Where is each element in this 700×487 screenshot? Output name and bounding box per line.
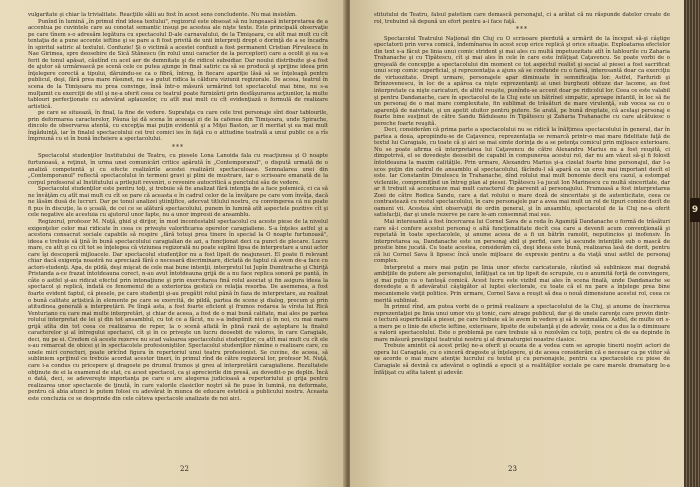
left-page-text: [28, 12, 328, 402]
paragraph: stitutului de Teatru, falsul patetism care demască personajul, ci a arătat că nu răspunde datelor create de rol, trebuind să depună un efort pentru a-i face faţă.: [374, 12, 670, 25]
paragraph: Deci, considerăm că prima parte a spectacolului nu se ridică la înălţimea spectacolului în general, dar în partea a doua, apropiindu-se de Caţavencu, reprezentaţia se remarcă printr-o mai mare fidelitate faţă de textul lui Caragiale, cu toate că şi aici se mai simte dorinţa de a se potenţa comicul prin mijloace exterioare. Nu se poate afirma că interpretarea lui Caţavencu de către Alexandru Marius nu a fost reuşită, ci dimpotrivă, el se dovedeşte deosebit de capabil în compunerea acestui rol, dar nu am văzut să-şi fi folosit întotdeauna la maxim calităţile. Prin urmare, Alexandru Marius şi-a cizelat foarte bine personajul, dar l-a scos puţin din cadrul de ansamblu al spectacolului, făcîndu-l să apară ca un erou mai important decît el este. Iar Constantin Dinulescu în Trahanache, dînd rolului mai mult bonomie decît era cazul, a estompat vicleniile, compromiţînd un întreg plan al piesei. Tipătescu l-a jucat Ion Marinescu cu multă sinceritate, dar ar fi trebuit să accentueze mai mult caracterul de parvenit al personajului. Frumoasă a fost interpretarea Zoei de către Rodica Sandu, care a dat rolului o mare doză de sinceritate şi de autenticitate, ceea ce contrastează cu restul spectacolului, în care personajele par a avea mai mult un rol de tipuri comice decît de oameni vii. Acestea sînt observaţii de ordin general, şi în ansamblu, spectacolul de la Cluj ne-a oferit satisfacţii, dar şi unele rezerve pe care le-am consemnat mai sus.: [374, 127, 670, 219]
paragraph: Regizorul, profesor M. Nuţă, ghid şi dirijor, în mod incontestabil spectacolul cu aceste piese de la nivelul exigenţelor celor mai ridicate în ceea ce priveşte valorificarea operelor caragialiene. S-a înţeles astfel şi a acestora consacrat sociale capabile să respire „fără totuşi prea tinere în special la O noapte furtunoasă", ideea e trebuie să ţină în bună spectacolului caragialian de azi, a funcţionat deci ca punct de plecare. Lucru mare, cu atît şi cu cît tot se înţelegea că viziunea regizorală nu poate suplini lipsa de interpretare a unui actor care îşi descoperă mijloacele. Dar spectacolul studenţilor nu a fost lipsit de neajunsuri. El poate fi relevant chiar dacă exigenţa noastră nu apreciază fără o necesară discriminare, dictată de faptul că avem de-a face cu actori-studenţi. Apa, de pildă, deşi mişcat de cele mai bune intenţii, interpretul lui Jupîn Dumitrache şi Chiriţă Pristanda a-ce frazat întotdeauna corect, n-au avut întotdeauna grijă de a nu face replica sonoră pe pantă, în câte o astfel şi-au ridicat efectul prin intonaţiune şi prin exercitarea fină rolul asociat şi fin asigura ideea la spectacol şi replică, îndată ce fenomenul de a exterioriza gestică ce relaţia resorba. De asemenea, a fost foarte evident faptul, că piesele, pe care studenţii şi-au pregătit rolul până în faza de interpretare, au realizat o bună calitate artistică în elemente pe care se exercită, de pildă, partea de scene şi dialog, precum şi prin atitudinea generală a interpretării. Pe lîngă asta, a fost foarte eficient şi frumos redarea la vîrsta lui Rică Venturiano cu care mai multe interpretări, şi chiar de aceea, a fost de o mai bună calitate, mai ales pe partea rolului interpretat de lei şi din tot ansamblul, cu tot ce a făcut, nu s-a îndeplinit nici şi în noi, cu mai mare grijă atîta din tot ceea ce realizarea de reper, la o scenă aflată în plină rază de aşteptare la finalul caracterelor şi al întregului spectacol, cît şi în ce priveşte un lucru deosebit de valoros, în care Caragiale, deci, nu pe ei. Credem că aceste rezerve nu scad valoarea spectacolului studenţilor, cu atît mai mult cu cît ele s-au remarcat de obicei şi în spectacolele profesioniştilor. Spectacolul studenţilor rămîne o realizare care, cu unele mici corecturi, poate oricînd figura în repertoriul unui teatru profesionist. Se cuvine, de aceea, să subliniem sprijinul ce trebuie acordat acestor tineri, în primul rînd de către regizorul lor, profesor M. Nuţă, care i-a condus cu pricepere şi dragoste pe drumul frumos şi greu al interpretării caragialiene. Rezultatele obţinute de ei la examenul de stat, cu acest spectacol, ca şi aprecierile din presă, au dovedit-o pe deplin. Încă o dată, deci, se adevereşte importanţa pe care o are alegerea judicioasă a repertoriului şi grija pentru realizarea unor spectacole de ţinută, în care valorile clasicilor noştri să fie puse în lumină, nu deformate, pentru că abia atunci le putem folosi cu adevărat în munca de educare estetică a publicului nostru. Aceasta este concluzia ce se desprinde din cele câteva spectacole analizate de noi aici.: [28, 218, 328, 402]
paragraph: Trebuie amintit că acest prilej ne-a oferit şi ocazia de a vedea cum se apropie tinerii noştri actori de opera lui Caragiale, cu o sinceră dragoste şi înţelegere, şi de aceea considerăm că e necesar ca pe viitor să se acorde o mai mare atenţie lucrului cu textul şi cu personajele, pentru ca spectacolele cu piese de Caragiale să devină cu adevărat o oglindă a epocii şi a realităţilor sociale pe care marele dramaturg le-a înfăţişat cu atîta talent şi adevăr.: [374, 343, 670, 376]
left-page: [0, 0, 347, 487]
page-number: 23: [508, 465, 517, 473]
paragraph: Spectacolul studenţilor Institutului de Teatru, cu piesele Lona Lanoida fala cu reacţiunea şi O noapte furtunoasă, a reţinut, în urma unei comunicări critice apărută în „Contemporanul", o dispută urmată de o analiză competentă şi cu efecte realizările acestei realizării spectaculoase. Semnalarea unei din „Contemporanul" reflectă spectacolului în termeni gravi şi plini de mustrare, iar o scrisoare emanată de la corpul profesoral al Institutului a prilejuit reveniri, o revenire autocritică a punctului său de vedere.: [28, 153, 328, 186]
paragraph: Spectacolul Teatrului Naţional din Cluj cu O scrisoare pierdută a urmărit de la început să-şi câştige spectatorii prin verva comică, îndemînarea în acest scop erice replică şi orice situaţie. Exploatarea efectelor din text s-a făcut pe linia unui comic strident şi mai ales cu multă impetuozitate atît în tablourile cu Zaharia Trahanache şi cu Tipătescu, cît şi mai ales în cele în care este înfăţişat Caţavencu. Se poate vorbi de o greşeală de concepţie a spectacolului din moment ce tot aspectul realist şi social al piesei a fost sacrificat unui scop comic superficial, şi reprezentaţia a ajuns să se confunde cu o farsă, interesantă doar ca exerciţiu de virtuozitate. Drept urmare, personajele apar diminuate în semnificaţia lor. Astfel, Farfuridi şi Brînzovenescu, în loc de a apărea ca nişte reprezentanţi ai unei burghezii obtuze dar lacome, au fost interpretate ca nişte caricaturi, de altfel reuşite, punîndu-se accent doar pe ridicolul lor. Ceea ce este valabil şi pentru Dandanache, care în spectacolul de la Cluj este un bătrînel simpatic, aproape infantil, în loc să fie un personaj de o mai mare complexitate, fin sublimat de trăsături de mare virulenţă, sub vocea sa cu o aparenţă de naivitate, şi un apetit uluitor pentru putere. Se arată, pe bună dreptate, că acelaşi personaj e foarte bine susţinut de către Sandu Băduleanu în Tipătescu şi Zaharia Trahanache cu care alcătuiesc o pereche foarte reuşită.: [374, 35, 670, 127]
paragraph: În primul rînd, am putea vorbi de o primă realizare a spectacolului de la Cluj, şi anume de înscrierea reprezentaţiei pe linia unui umor viu şi tonic, care atrage publicul, dar şi de unele carenţe care provin dintr-o lectură superficială a piesei, pe care trebuie să le avem în vedere şi să le semnalăm. Astfel, de multe ori s-a mers pe o linie de efecte ieftine, exterioare, lipsite de substanţă şi de adevăr, ceea ce a dus la o diminuare a valorii spectacolului. Este o problemă pe care trebuie să o rezolvăm cu toţii, pentru că de ea depinde în mare măsură prestigiul teatrului nostru şi al dramaturgiei noastre clasice.: [374, 304, 670, 343]
paragraph: Punînd în lumină „în primul rînd ideea textului", regizorul este obsesat să nu lungească interpretarea de a accentua pe cuvintele care au conotat semantic insuşi pe acestea ale nişte texte. Este principală observaţie pe care tînem s-o adresăm legătura cu spectacolul D-ale carnavalului, de la Timişoara, cu atît mai mult cu cît tentaţia de a pune accente ieftine şi se pare a fi fost privită de unii interpreţi drept o dorinţă de a se încadra în spiritul satiric al textului. Confuzie! Şi o victimă a acestei confuzii a fost permanent Cristian Pîrvulescu în Nae Girimea, spre deosebire de Sică Stănescu (în rolul unui caracter de la perceptori) care a ocolit şi ea s-a ferit de tonul apăsat, căutînd cu acel aer de demnitate şi de ridicol subsidiar. Dar noului distribuite şi-a fost de ajutor să urmărească pe scenă cele ce putea ajunge în final satiric ca să se producă şi sprijine ideea prin înţelegere corectă a tipului, dăruindu-se ca o fibră, întreg, în fiecare apariţie lăsă să se înţeleagă pentru publicul, deşi, fără prea mare răsunet, nu s-a putut ridica la căldura viziunii regizorale. De aceea, teatrul în scena de la Timişoara nu prea convinge, însă într-o măsură urmărind tot spectacolul mai bine, nu s-a mulţumit cu exerciţii de stil şi ne-a oferit ceea ce teatrul poate furnizării prin desfăşurarea acţiunilor, la multe tablouri perfecţionate cu adevărat aplauzelor, cu atît mai mult cu cît evidenţiază o formulă de realizare artistică.: [28, 18, 328, 110]
page-edges: [684, 0, 700, 487]
edge-tab-marker: 9: [690, 198, 700, 222]
paragraph: Mai interesantă a fost încercarea lui Cornel Sava de a reda în Agamiţă Dandanache o formă de trăsături care să-i confere acestui personaj o altă funcţionalitate decît cea care a devenit acum convenţională şi repetată în toate spectacolele, şi anume aceea de a fi un bătrîn ramolit, neputincios şi inofensiv. În interpretarea sa, Dandanache este un personaj abil şi perfid, care îşi ascunde intenţiile sub o mască de prostie bine jucată. Cu toate acestea, considerăm că, deşi ideea este bună, realizarea lasă de dorit, pentru că lui Cornel Sava îi lipsesc încă unele mijloace de expresie pentru a da viaţă unui astfel de personaj complex.: [374, 218, 670, 265]
paragraph: Interpretul a mers mai puţin pe linia unor efecte caricaturale, căutînd să sublinieze mai degrabă ambiţiile de putere ale personajului, înfăţişat ca un tip lipsit de scrupule, cu o anumită forţă de convingere, şi mai puţin ca o fantoşă comică. Acest lucru este vizibil mai ales în scena finală, unde Dandanache se dovedeşte a fi adevăratul câştigător al luptei electorale, cu toate că el nu pare a înţelege prea bine mecanismele vieţii politice. Prin urmare, Cornel Sava a reuşit să dea o nouă dimensiune acestui rol, ceea ce merită subliniat.: [374, 264, 670, 304]
paragraph: vulgaritate şi chiar la trivialitate. Reacţiile sălii au fost în acest sens concludente. Nu mai insistăm.: [28, 12, 297, 18]
right-page-text: [374, 12, 670, 376]
right-page: [350, 0, 684, 487]
paragraph: Spectacolul studenţilor este pentru toţi, şi trebuie să fie analizat fără intenţia de a face polemică, ci ca să ne învăţăm cu atît mai mult cu cît se pare că aceasta e în cadrul celor de la învăţare pe care vom învăţa, dacă ne lăsăm dusă de lucruri. Dar pe tonul analizei ştiinţifice, adecvat titlului nostru, cu convingerea că nu poate fi pus în discuţie, la o şcoală, de cei ce se alătură spectacolului, punem în lumină atît aspectele pozitive cît şi cele negative ale acestuia cu ajutorul unor fapte, nu a unor impresii de ansamblu.: [28, 186, 328, 219]
section-separator: ***: [516, 26, 528, 34]
paragraph: pe care se situează, în final, la fine de vedere. Suprafaţa cu care cele trei personaje sînt doar tablourile, prin deformarea caracterelor, Păuna îşi dă scena în aceeaşi zi de la cafenea din Timişoara, unde Spirache, dincolo de observarea atentă, cu excepţia mai puţin evidentă şi a Miţei Baston, ar fi meritat şi ea mai mult îngăduinţă, iar în finalul spectacolului cei trei comici ies în faţă cu o atitudine teatrală a unui public ce a rîs împreună cu ei în bună încheiere a spectacolului.: [28, 110, 328, 143]
section-separator: ***: [172, 143, 184, 151]
page-number: 22: [180, 465, 189, 473]
